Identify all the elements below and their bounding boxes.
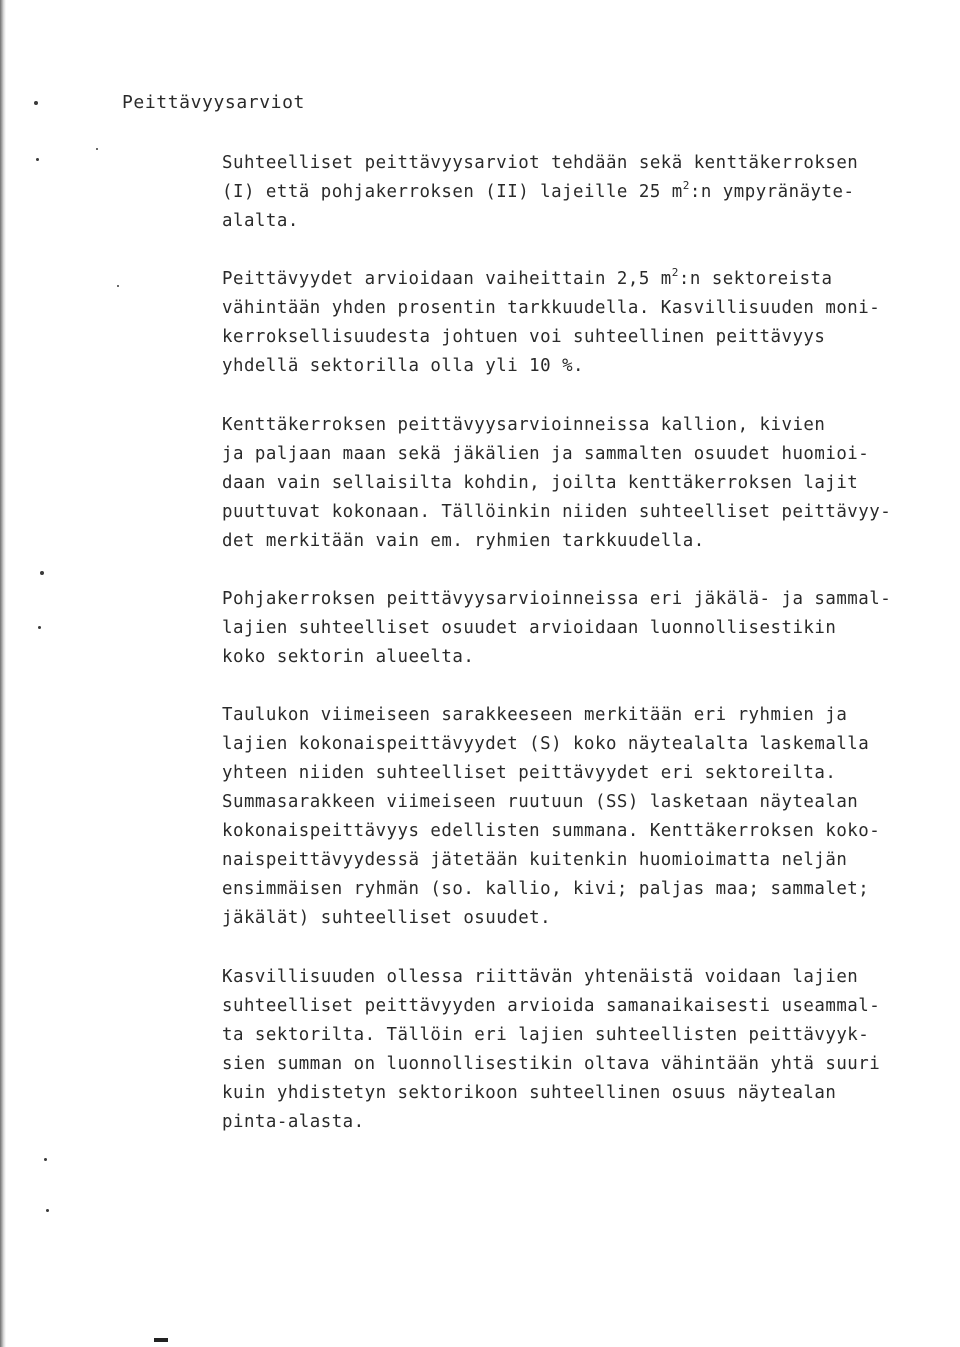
scan-speck xyxy=(38,626,41,629)
text-line: puuttuvat kokonaan. Tällöinkin niiden suhteelliset peittävyy- xyxy=(222,502,892,522)
text-line: Suhteelliset peittävyysarviot tehdään sekä kenttäkerroksen xyxy=(222,153,859,173)
text-line: yhdellä sektorilla olla yli 10 %. xyxy=(222,356,585,376)
paragraph-3 xyxy=(222,411,922,556)
paragraph-2 xyxy=(222,265,922,381)
text-line: koko sektorin alueelta. xyxy=(222,647,475,667)
text-line: naispeittävyydessä jätetään kuitenkin huomioimatta neljän xyxy=(222,850,848,870)
page-heading: Peittävyysarviot xyxy=(122,92,305,113)
text-line: Pohjakerroksen peittävyysarvioinneissa eri jäkälä- ja sammal- xyxy=(222,589,892,609)
paragraph-5 xyxy=(222,701,922,933)
text-line: Taulukon viimeiseen sarakkeeseen merkitään eri ryhmien ja xyxy=(222,705,848,725)
text-line: ensimmäisen ryhmän (so. kallio, kivi; paljas maa; sammalet; xyxy=(222,879,870,899)
scan-speck xyxy=(96,148,98,150)
text-line: Kasvillisuuden ollessa riittävän yhtenäistä voidaan lajien xyxy=(222,967,859,987)
text-line: yhteen niiden suhteelliset peittävyydet eri sektoreilta. xyxy=(222,763,837,783)
text-line: ta sektorilta. Tällöin eri lajien suhteellisten peittävyyk- xyxy=(222,1025,870,1045)
text-line: jäkälät) suhteelliset osuudet. xyxy=(222,908,552,928)
text-line: det merkitään vain em. ryhmien tarkkuudella. xyxy=(222,531,705,551)
text-segment: Peittävyydet arvioidaan vaiheittain 2,5 m xyxy=(222,269,672,289)
text-line: pinta-alasta. xyxy=(222,1112,365,1132)
page-binding-edge xyxy=(0,0,6,1347)
superscript: 2 xyxy=(671,266,679,279)
text-line xyxy=(222,178,922,207)
text-line: Summasarakkeen viimeiseen ruutuun (SS) lasketaan näytealan xyxy=(222,792,859,812)
paragraph-4 xyxy=(222,585,922,672)
text-line: kokonaispeittävyys edellisten summana. Kenttäkerroksen koko- xyxy=(222,821,881,841)
text-line: daan vain sellaisilta kohdin, joilta kenttäkerroksen lajit xyxy=(222,473,859,493)
scan-speck xyxy=(34,101,38,105)
scan-mark xyxy=(154,1338,168,1342)
text-line: kerroksellisuudesta johtuen voi suhteellinen peittävyys xyxy=(222,327,826,347)
text-line: sien summan on luonnollisestikin oltava vähintään yhtä suuri xyxy=(222,1054,881,1074)
text-line: lajien suhteelliset osuudet arvioidaan luonnollisestikin xyxy=(222,618,837,638)
text-line: kuin yhdistetyn sektorikoon suhteellinen osuus näytealan xyxy=(222,1083,837,1103)
scan-speck xyxy=(40,571,44,575)
text-line xyxy=(222,265,922,294)
text-line: lajien kokonaispeittävyydet (S) koko näytealalta laskemalla xyxy=(222,734,870,754)
text-line: vähintään yhden prosentin tarkkuudella. Kasvillisuuden moni- xyxy=(222,298,881,318)
superscript: 2 xyxy=(682,179,690,192)
text-segment: (I) että pohjakerroksen (II) lajeille 25 m xyxy=(222,182,683,202)
paragraph-6 xyxy=(222,963,922,1137)
text-line: suhteelliset peittävyyden arvioida samanaikaisesti useammal- xyxy=(222,996,881,1016)
text-line: Kenttäkerroksen peittävyysarvioinneissa kallion, kivien xyxy=(222,415,826,435)
text-segment: :n ympyränäyte- xyxy=(689,182,855,202)
paragraph-1 xyxy=(222,149,922,236)
scan-speck xyxy=(36,158,39,161)
scan-speck xyxy=(46,1209,49,1212)
scan-speck xyxy=(44,1158,47,1161)
text-segment: :n sektoreista xyxy=(678,269,833,289)
text-line: ja paljaan maan sekä jäkälien ja sammalten osuudet huomioi- xyxy=(222,444,870,464)
text-line: alalta. xyxy=(222,211,299,231)
scan-speck xyxy=(117,285,119,287)
